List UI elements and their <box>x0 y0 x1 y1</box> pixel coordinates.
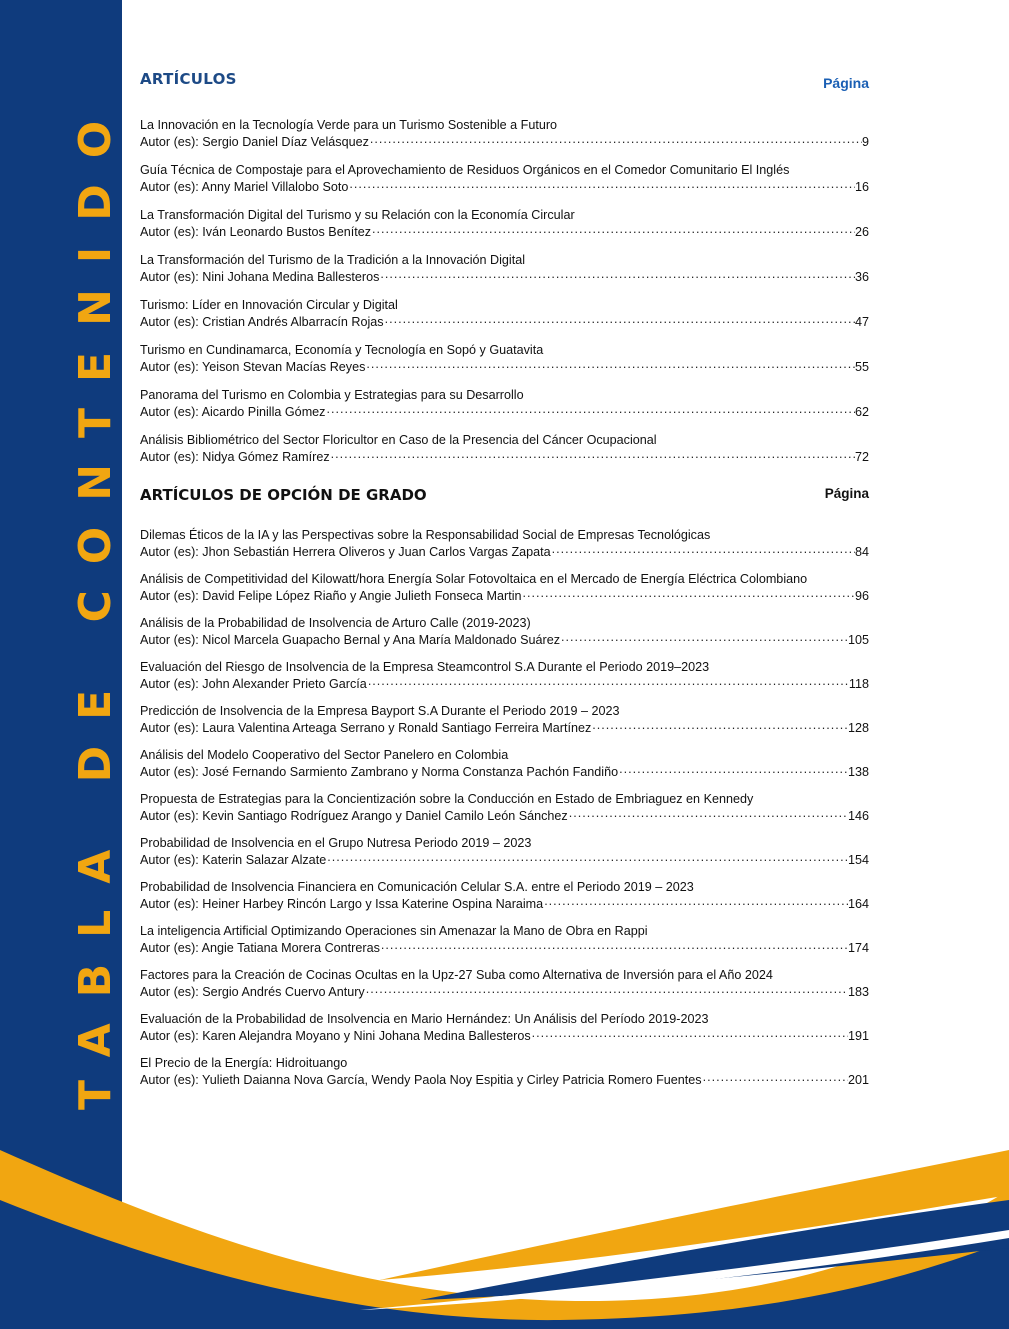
entry-title: Análisis del Modelo Cooperativo del Sector Panelero en Colombia <box>140 748 509 762</box>
entry-author: Autor (es): Kevin Santiago Rodríguez Arango y Daniel Camilo León Sánchez <box>140 809 568 823</box>
toc-entry <box>140 298 869 329</box>
toc-entry <box>140 433 869 464</box>
entry-page: 118 <box>848 677 869 691</box>
leader-dots <box>325 402 855 416</box>
entry-page: 96 <box>854 589 869 603</box>
entry-page: 9 <box>861 135 869 149</box>
entry-title: Probabilidad de Insolvencia Financiera en Comunicación Celular S.A. entre el Periodo 2019 – 2023 <box>140 880 694 894</box>
entry-author: Autor (es): John Alexander Prieto García <box>140 677 367 691</box>
leader-dots <box>379 267 855 281</box>
entry-author: Autor (es): Angie Tatiana Morera Contreras <box>140 941 380 955</box>
toc-entry <box>140 968 869 999</box>
entry-title: El Precio de la Energía: Hidroituango <box>140 1056 348 1070</box>
entry-author: Autor (es): Nini Johana Medina Ballesteros <box>140 270 380 284</box>
entry-author: Autor (es): Katerin Salazar Alzate <box>140 853 327 867</box>
white-swoosh <box>360 1230 1009 1310</box>
entry-page: 128 <box>847 721 869 735</box>
entry-title: Evaluación de la Probabilidad de Insolvencia en Mario Hernández: Un Análisis del Período 2019-2023 <box>140 1012 709 1026</box>
entry-title: La inteligencia Artificial Optimizando Operaciones sin Amenazar la Mano de Obra en Rappi <box>140 924 648 938</box>
entry-author: Autor (es): Heiner Harbey Rincón Largo y Issa Katerine Ospina Naraima <box>140 897 544 911</box>
leader-dots <box>369 132 862 146</box>
entry-page: 36 <box>854 270 869 284</box>
entry-page: 47 <box>854 315 869 329</box>
entry-author: Autor (es): Yulieth Daianna Nova García, Wendy Paola Noy Espitia y Cirley Patricia Romero Fuentes <box>140 1073 702 1087</box>
leader-dots <box>384 312 855 326</box>
entry-author: Autor (es): Iván Leonardo Bustos Benítez <box>140 225 372 239</box>
entry-title: Evaluación del Riesgo de Insolvencia de la Empresa Steamcontrol S.A Durante el Periodo 2019–2023 <box>140 660 710 674</box>
entry-page: 201 <box>847 1073 869 1087</box>
toc-entry <box>140 748 869 779</box>
entry-author: Autor (es): Nidya Gómez Ramírez <box>140 450 330 464</box>
leader-dots <box>702 1070 848 1084</box>
toc-entry <box>140 1012 869 1043</box>
entry-page: 164 <box>847 897 869 911</box>
entry-author: Autor (es): Anny Mariel Villalobo Soto <box>140 180 349 194</box>
entry-page: 16 <box>854 180 869 194</box>
leader-dots <box>551 542 855 556</box>
toc-entry <box>140 528 869 559</box>
section-title: ARTÍCULOS DE OPCIÓN DE GRADO <box>140 486 427 504</box>
entry-author: Autor (es): Cristian Andrés Albarracín Rojas <box>140 315 384 329</box>
entry-author: Autor (es): Laura Valentina Arteaga Serrano y Ronald Santiago Ferreira Martínez <box>140 721 592 735</box>
toc-entry <box>140 163 869 194</box>
toc-entry <box>140 208 869 239</box>
entry-author: Autor (es): José Fernando Sarmiento Zambrano y Norma Constanza Pachón Fandiño <box>140 765 619 779</box>
leader-dots <box>618 762 848 776</box>
leader-dots <box>531 1026 848 1040</box>
articulos-list <box>140 118 869 478</box>
entry-title: Análisis de la Probabilidad de Insolvencia de Arturo Calle (2019-2023) <box>140 616 531 630</box>
toc-entry <box>140 924 869 955</box>
entry-title: Guía Técnica de Compostaje para el Aprovechamiento de Residuos Orgánicos en el Comedor Comunitario El Inglés <box>140 163 790 177</box>
leader-dots <box>560 630 848 644</box>
entry-page: 146 <box>847 809 869 823</box>
section-grado-header <box>140 486 869 504</box>
entry-title: Análisis Bibliométrico del Sector Floricultor en Caso de la Presencia del Cáncer Ocupacional <box>140 433 657 447</box>
entry-page: 105 <box>847 633 869 647</box>
leader-dots <box>522 586 855 600</box>
entry-title: Análisis de Competitividad del Kilowatt/hora Energía Solar Fotovoltaica en el Mercado de Energía Eléctrica Colombiano <box>140 572 808 586</box>
toc-entry <box>140 572 869 603</box>
leader-dots <box>365 982 848 996</box>
gold-wave-bottom <box>0 1150 1009 1329</box>
toc-entry <box>140 792 869 823</box>
toc-entry <box>140 253 869 284</box>
toc-entry <box>140 660 869 691</box>
entry-author: Autor (es): Sergio Daniel Díaz Velásquez <box>140 135 369 149</box>
leader-dots <box>330 447 855 461</box>
entry-title: La Innovación en la Tecnología Verde para un Turismo Sostenible a Futuro <box>140 118 558 132</box>
toc-entry <box>140 704 869 735</box>
entry-author: Autor (es): David Felipe López Riaño y Angie Julieth Fonseca Martin <box>140 589 522 603</box>
entry-title: Turismo: Líder en Innovación Circular y Digital <box>140 298 398 312</box>
page-column-label: Página <box>824 486 869 501</box>
entry-author: Autor (es): Nicol Marcela Guapacho Bernal y Ana María Maldonado Suárez <box>140 633 561 647</box>
leader-dots <box>365 357 855 371</box>
toc-entry <box>140 836 869 867</box>
vertical-title: TABLA DE CONTENIDO <box>70 94 121 1110</box>
entry-author: Autor (es): Sergio Andrés Cuervo Antury <box>140 985 365 999</box>
section-articulos-header <box>140 70 869 91</box>
leader-dots <box>371 222 855 236</box>
entry-title: Propuesta de Estrategias para la Concientización sobre la Conducción en Estado de Embriaguez en Kennedy <box>140 792 754 806</box>
navy-wave-right <box>420 1200 1009 1300</box>
entry-page: 183 <box>847 985 869 999</box>
entry-title: La Transformación del Turismo de la Tradición a la Innovación Digital <box>140 253 526 267</box>
grado-list <box>140 528 869 1100</box>
entry-page: 174 <box>847 941 869 955</box>
entry-page: 26 <box>854 225 869 239</box>
entry-page: 191 <box>847 1029 869 1043</box>
entry-author: Autor (es): Jhon Sebastián Herrera Oliveros y Juan Carlos Vargas Zapata <box>140 545 551 559</box>
entry-title: Dilemas Éticos de la IA y las Perspectivas sobre la Responsabilidad Social de Empresas Tecnológicas <box>140 528 711 542</box>
toc-entry <box>140 1056 869 1087</box>
entry-title: Turismo en Cundinamarca, Economía y Tecnología en Sopó y Guatavita <box>140 343 544 357</box>
entry-page: 154 <box>847 853 869 867</box>
leader-dots <box>326 850 848 864</box>
section-title: ARTÍCULOS <box>140 70 237 88</box>
gold-wave-right <box>380 1150 1009 1280</box>
toc-entry <box>140 616 869 647</box>
entry-page: 62 <box>854 405 869 419</box>
toc-entry <box>140 343 869 374</box>
entry-author: Autor (es): Aicardo Pinilla Gómez <box>140 405 326 419</box>
toc-entry <box>140 388 869 419</box>
leader-dots <box>367 674 849 688</box>
entry-title: La Transformación Digital del Turismo y su Relación con la Economía Circular <box>140 208 575 222</box>
entry-title: Factores para la Creación de Cocinas Ocultas en la Upz-27 Suba como Alternativa de Inversión para el Año 2024 <box>140 968 773 982</box>
toc-entry <box>140 118 869 149</box>
entry-page: 72 <box>854 450 869 464</box>
entry-page: 55 <box>854 360 869 374</box>
leader-dots <box>591 718 848 732</box>
entry-author: Autor (es): Yeison Stevan Macías Reyes <box>140 360 366 374</box>
leader-dots <box>568 806 848 820</box>
leader-dots <box>380 938 848 952</box>
leader-dots <box>348 177 855 191</box>
entry-title: Panorama del Turismo en Colombia y Estrategias para su Desarrollo <box>140 388 524 402</box>
entry-author: Autor (es): Karen Alejandra Moyano y Nini Johana Medina Ballesteros <box>140 1029 531 1043</box>
entry-page: 138 <box>847 765 869 779</box>
page-column-label: Página <box>823 75 869 91</box>
navy-wave-bottom <box>0 1200 1009 1329</box>
entry-title: Predicción de Insolvencia de la Empresa Bayport S.A Durante el Periodo 2019 – 2023 <box>140 704 620 718</box>
entry-title: Probabilidad de Insolvencia en el Grupo Nutresa Periodo 2019 – 2023 <box>140 836 532 850</box>
toc-entry <box>140 880 869 911</box>
leader-dots <box>543 894 848 908</box>
entry-page: 84 <box>854 545 869 559</box>
